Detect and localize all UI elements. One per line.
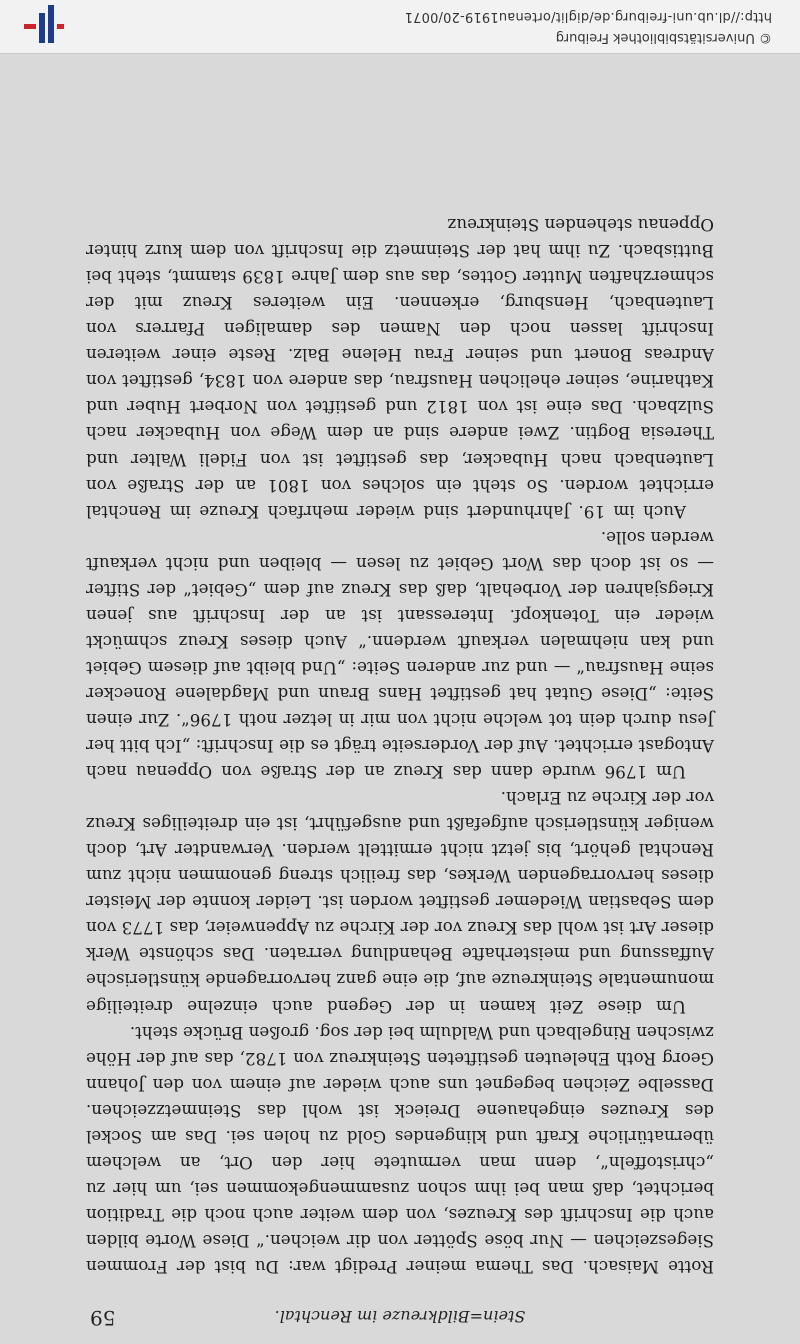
- copyright-notice: © Universitätsbibliothek Freiburg: [555, 30, 772, 45]
- ub-freiburg-logo-icon[interactable]: [22, 3, 66, 47]
- scanned-page: [0, 54, 800, 1344]
- paragraph: Um diese Zeit kamen in der Gegend auch einzelne dreiteilige monumentale Steinkreuze auf, die eine ganz hervorragende künstlerische Auffassung und meisterhafte Behandlung verraten. Das schönste Werk dieser Art ist wohl das Kreuz vor der Kirche zu Appenweier, das 1773 von dem Sebastian Wiedemer gestiftet worden ist. Leider konnte der Meister dieses hervorragenden Werkes, das freilich streng genommen nicht zum Renchtal gehört, bis jetzt nicht ermittelt werden. Verwandter Art, doch weniger künstlerisch aufgefaßt und ausgeführt, ist ein dreiteiliges Kreuz vor der Kirche zu Erlach.: [86, 788, 714, 1017]
- running-head: Stein=Bildkreuze im Renchtal.: [274, 1307, 526, 1326]
- viewer-header: [0, 0, 800, 54]
- paragraph: Auch im 19. Jahrhundert sind wieder mehrfach Kreuze im Renchtal errichtet worden. So steht ein solches von 1801 an der Straße von Lautenbach nach Hubacker, das gestiftet ist von Fideli Walter und Theresia Bogtin. Zwei andere sind an dem Wege von Hubacker nach Sulzbach. Das eine ist von 1812 und gestiftet von Norbert Huber und Katharine, seiner ehelichen Hausfrau, das andere von 1834, gestiftet von Andreas Bonert und seiner Frau Helene Balz. Reste einer weiteren Inschrift lassen noch den Namen des damaligen Pfarrers von Lautenbach, Hensburg, erkennen. Ein weiteres Kreuz mit der schmerzhaften Mutter Gottes, das aus dem Jahre 1839 stammt, steht bei Buttisbach. Zu ihm hat der Steinmetz die Inschrift von dem kurz hinter Oppenau stehenden Steinkreuz: [86, 215, 714, 522]
- permalink-url[interactable]: http://dl.ub.uni-freiburg.de/diglit/ortenau1919-20/0071: [404, 9, 772, 24]
- paragraph: Rotte Maisach. Das Thema meiner Predigt war: Du bist der Frommen Siegeszeichen — Nur böse Spötter von dir weichen.“ Diese Worte bilden auch die Inschrift des Kreuzes, von dem weiter auch noch die Tradition berichtet, daß man bei ihm schon zusammengekommen sei, um hier zu „christoffeln“, denn man vermutete hier den Ort, an welchem übernatürliche Kraft und klingendes Gold zu holen sei. Das am Sockel des Kreuzes eingehauene Dreieck ist wohl das Steinmetzzeichen. Dasselbe Zeichen begegnet uns auch wieder auf einem von den Johann Georg Roth Eheleuten gestifteten Steinkreuz von 1782, das auf der Höhe zwischen Ringelbach und Waldulm bei der sog. großen Brücke steht.: [86, 1022, 714, 1277]
- page-number: 59: [90, 1306, 116, 1330]
- paragraph: Um 1796 wurde dann das Kreuz an der Straße von Oppenau nach Antogast errichtet. Auf der Vorderseite trägt es die Inschrift: „Ich bitt her Jesu durch dein tot welche nicht von mir in letzer noth 1796“. Zur einen Seite: „Diese Gutat hat gestiftet Hans Braun und Magdalene Ronecker seine Hausfrau“ — und zur anderen Seite: „Und bleibt auf diesem Gebiet und kan niehmalen verkauft werdenn.“ Auch dieses Kreuz schmückt wieder ein Totenkopf. Interessant ist an der Inschrift aus jenen Kriegsjahren der Vorbehalt, daß das Kreuz auf dem „Gebiet“ der Stifter — so ist doch das Wort Gebiet zu lesen — bleiben und nicht verkauft werden solle.: [86, 527, 714, 783]
- page-body: [86, 212, 714, 1280]
